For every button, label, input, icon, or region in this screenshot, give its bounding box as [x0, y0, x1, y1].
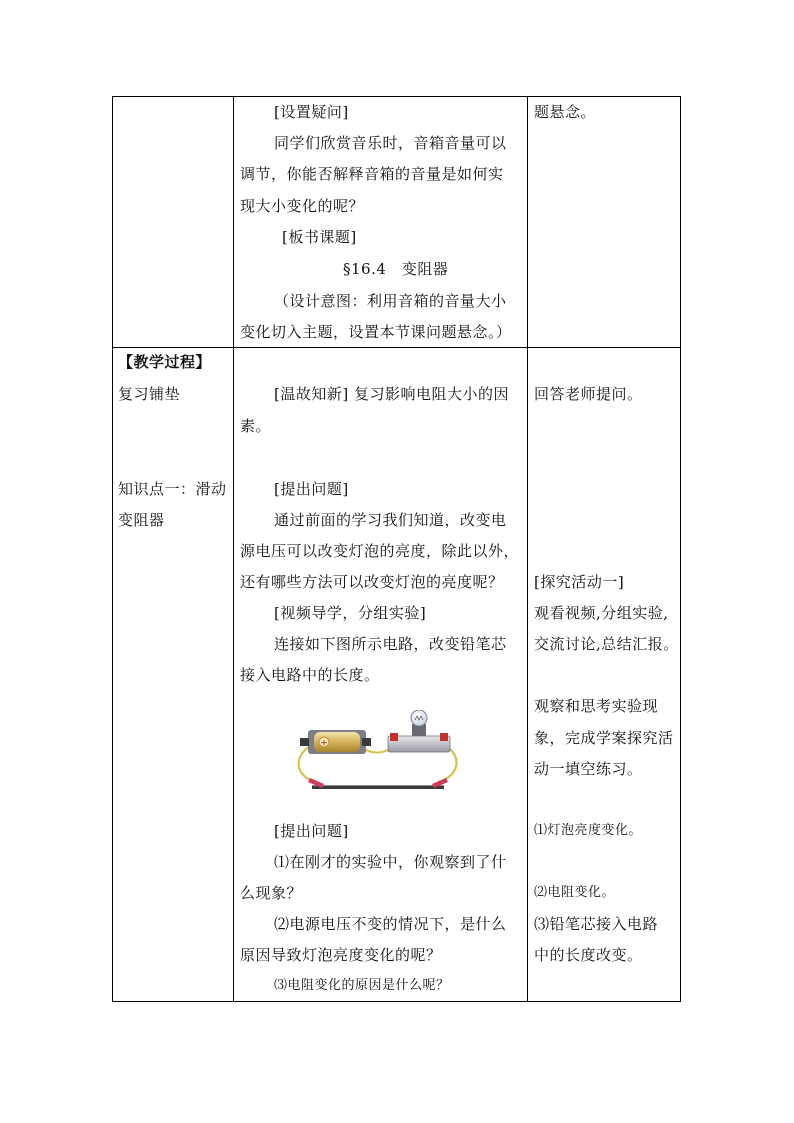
- left-line: 知识点一：滑动: [118, 480, 227, 498]
- battery-plus-text: +: [320, 738, 328, 749]
- mid-line: 原因导致灯泡亮度变化的呢？: [240, 946, 442, 964]
- right-line: ⑴灯泡亮度变化。: [534, 823, 643, 838]
- bulb-glass: [411, 710, 427, 726]
- circuit-diagram: [296, 710, 458, 802]
- bulb-terminal-right: [440, 733, 448, 741]
- mid-line: [设置疑问]: [274, 103, 349, 121]
- mid-line: 调节，你能否解释音箱的音量是如何实: [240, 165, 504, 183]
- mid-line: [视频导学，分组实验]: [274, 604, 427, 622]
- column-divider: [527, 97, 528, 1001]
- right-line: 交流讨论,总结汇报。: [534, 635, 679, 653]
- mid-line: ⑵电源电压不变的情况下，是什么: [274, 915, 507, 933]
- right-line: 观察和思考实验现: [534, 697, 659, 715]
- section-title: §16.4 变阻器: [343, 260, 449, 278]
- mid-line: 变化切入主题，设置本节课问题悬念。）: [240, 323, 512, 341]
- wire-middle: [362, 748, 392, 753]
- mid-line: （设计意图：利用音箱的音量大小: [274, 292, 507, 310]
- mid-line: [温故知新] 复习影响电阻大小的因: [274, 385, 509, 403]
- row-divider: [113, 347, 680, 348]
- bulb-terminal-left: [390, 733, 398, 741]
- pencil-lead-shine: [312, 785, 444, 786]
- right-line: ⑵电阻变化。: [534, 885, 616, 900]
- battery-terminal-left: [300, 738, 309, 746]
- mid-line: 还有哪些方法可以改变灯泡的亮度呢？: [240, 573, 504, 591]
- right-line: 动一填空练习。: [534, 760, 643, 778]
- mid-line: 同学们欣赏音乐时，音箱音量可以: [274, 134, 507, 152]
- right-line: 观看视频,分组实验,: [534, 604, 669, 622]
- column-divider: [233, 97, 234, 1001]
- mid-line: 连接如下图所示电路，改变铅笔芯: [274, 635, 507, 653]
- mid-line: ⑴在刚才的实验中，你观察到了什: [274, 853, 507, 871]
- left-line: 变阻器: [118, 511, 165, 529]
- mid-line: 素。: [240, 417, 272, 435]
- battery-terminal-right: [362, 738, 371, 746]
- right-line: 题悬念。: [534, 103, 597, 121]
- mid-line: ⑶电阻变化的原因是什么呢？: [274, 978, 450, 993]
- mid-line: [提出问题]: [274, 822, 349, 840]
- mid-line: 现大小变化的呢？: [240, 197, 365, 215]
- right-line: 象，完成学案探究活: [534, 729, 674, 747]
- mid-line: [板书课题]: [282, 228, 357, 246]
- circuit-figure: [296, 710, 458, 802]
- mid-line: 通过前面的学习我们知道，改变电: [274, 511, 507, 529]
- mid-line: 么现象？: [240, 884, 303, 902]
- right-line: 中的长度改变。: [534, 946, 643, 964]
- left-line: 复习铺垫: [118, 385, 181, 403]
- right-line: 回答老师提问。: [534, 385, 643, 403]
- right-line: ⑶铅笔芯接入电路: [534, 915, 659, 933]
- mid-line: [提出问题]: [274, 480, 349, 498]
- right-line: [探究活动一]: [534, 573, 625, 591]
- mid-line: 源电压可以改变灯泡的亮度，除此以外，: [240, 542, 520, 560]
- section-header: 【教学过程】: [118, 353, 212, 371]
- mid-line: 接入电路中的长度。: [240, 666, 380, 684]
